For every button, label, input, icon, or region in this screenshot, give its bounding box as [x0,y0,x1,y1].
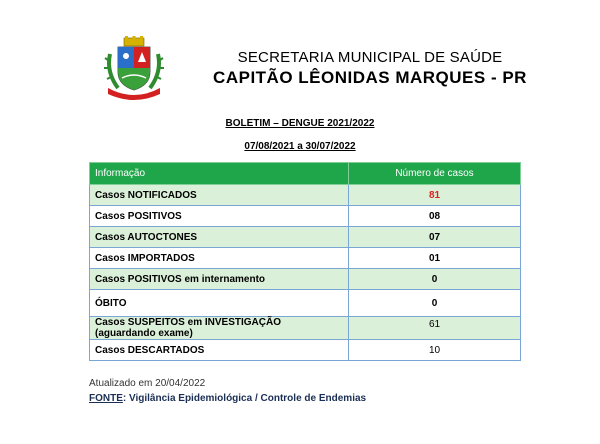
table-row [90,248,521,269]
source-note [89,393,366,404]
row-value: 0 [349,269,521,290]
column-header-case-count: Número de casos [349,163,521,185]
row-label: Casos POSITIVOS [90,206,349,227]
dengue-cases-table [89,162,521,361]
row-value: 0 [349,290,521,317]
row-label [90,317,349,340]
source-label: FONTE [89,393,123,404]
row-label: Casos DESCARTADOS [90,340,349,361]
column-header-information: Informação [90,163,349,185]
row-value: 07 [349,227,521,248]
table-row [90,317,521,340]
row-label: ÓBITO [90,290,349,317]
row-label: Casos AUTOCTONES [90,227,349,248]
row-label: Casos POSITIVOS em internamento [90,269,349,290]
row-label-line1: Casos SUSPEITOS em INVESTIGAÇÃO [95,317,281,328]
table-row [90,206,521,227]
table-row [90,227,521,248]
table-row [90,290,521,317]
table-row [90,340,521,361]
row-value: 81 [349,185,521,206]
row-value: 61 [349,317,521,340]
table-header-row [90,163,521,185]
bulletin-title: BOLETIM – DENGUE 2021/2022 [225,118,375,129]
row-label-line2: (aguardando exame) [95,328,193,339]
row-value: 01 [349,248,521,269]
municipal-coat-of-arms-icon [104,36,164,100]
row-label: Casos IMPORTADOS [90,248,349,269]
table-row [90,185,521,206]
row-value: 10 [349,340,521,361]
row-value: 08 [349,206,521,227]
table-row [90,269,521,290]
source-text: : Vigilância Epidemiológica / Controle de Endemias [122,393,367,404]
department-title: SECRETARIA MUNICIPAL DE SAÚDE [237,49,503,66]
municipality-title: CAPITÃO LÊONIDAS MARQUES - PR [213,68,527,87]
bulletin-period: 07/08/2021 a 30/07/2022 [244,141,356,152]
row-label: Casos NOTIFICADOS [90,185,349,206]
last-updated-note: Atualizado em 20/04/2022 [89,378,206,389]
